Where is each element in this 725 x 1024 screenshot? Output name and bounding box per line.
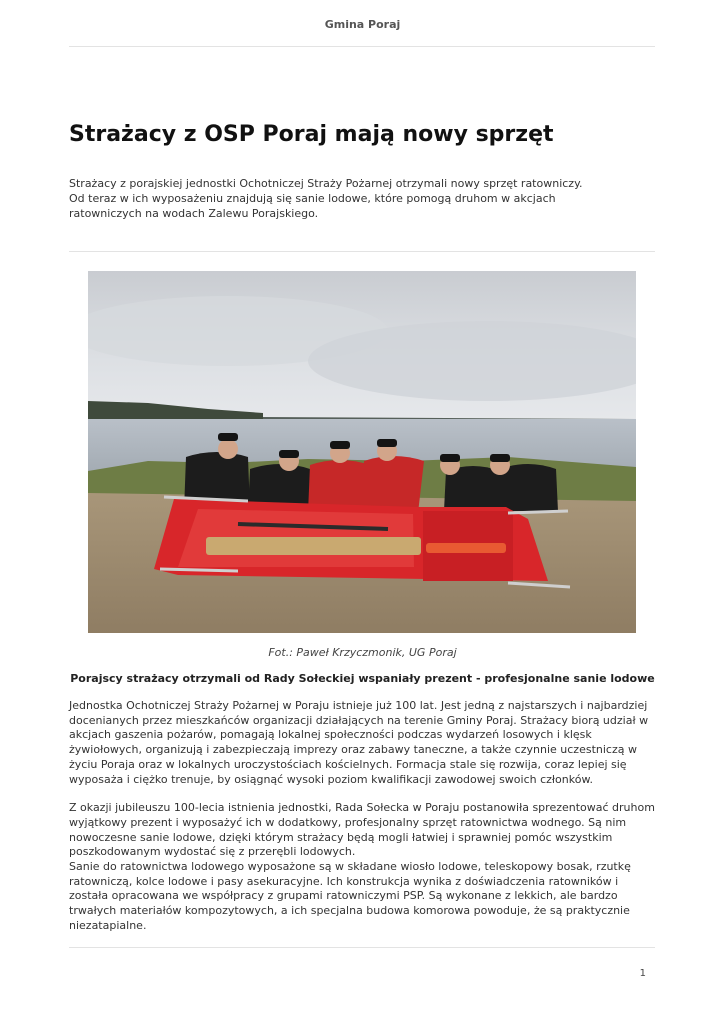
article-subheading: Porajscy strażacy otrzymali od Rady Sołeckiej wspaniały prezent - profesjonalne sanie lodowe <box>70 672 655 685</box>
body-paragraph: Jednostka Ochotniczej Straży Pożarnej w Poraju istnieje już 100 lat. Jest jedną z najstarszych i najbardziej docenianych przez mieszkańców organizacji działających na terenie Gminy Poraj. Strażacy biorą udział w akcjach gaszenia pożarów, pomagają lokalnej społeczności podczas wydarzeń losowych i klęsk żywiołowych, organizują i zabezpieczają imprezy oraz zabawy taneczne, a także czynnie uczestniczą w życiu Poraja oraz w lokalnych uroczystościach kościelnych. Formacja stale się rozwija, coraz lepiej się wyposaża i ciężko trenuje, by osiągnąć wysoki poziom kwalifikacji zawodowej swoich członków. <box>69 699 649 786</box>
article-lead: Strażacy z porajskiej jednostki Ochotniczej Straży Pożarnej otrzymali nowy sprzęt ratowniczy. Od teraz w ich wyposażeniu znajdują się sanie lodowe, które pomogą druhom w akcjach ratowniczych na wodach Zalewu Porajskiego. <box>69 177 583 220</box>
footer-divider <box>69 947 655 948</box>
site-header: Gmina Poraj <box>324 18 401 31</box>
firefighters-ice-sled-photo <box>88 271 636 633</box>
article-body <box>69 699 659 934</box>
article-photo <box>88 271 636 633</box>
article-title: Strażacy z OSP Poraj mają nowy sprzęt <box>69 122 554 147</box>
header-divider <box>69 46 655 47</box>
photo-caption: Fot.: Paweł Krzyczmonik, UG Poraj <box>268 646 457 659</box>
lead-divider <box>69 251 655 252</box>
page-number: 1 <box>639 968 646 979</box>
body-paragraph: Sanie do ratownictwa lodowego wyposażone są w składane wiosło lodowe, teleskopowy bosak, rzutkę ratowniczą, kolce lodowe i pasy asekuracyjne. Ich konstrukcja wynika z doświadczenia ratowników i została opracowana we współpracy z grupami ratowniczymi PSP. Są wykonane z lekkich, ale bardzo trwałych materiałów kompozytowych, a ich specjalna budowa komorowa powoduje, że są praktycznie niezatapialne. <box>69 860 631 932</box>
body-paragraph: Z okazji jubileuszu 100-lecia istnienia jednostki, Rada Sołecka w Poraju postanowiła sprezentować druhom wyjątkowy prezent i wyposażyć ich w dodatkowy, profesjonalny sprzęt ratownictwa wodnego. Są nim nowoczesne sanie lodowe, dzięki którym strażacy będą mogli łatwiej i sprawniej pomóc wszystkim poszkodowanym wydostać się z przerębli lodowych. <box>69 801 655 859</box>
ice-sled <box>154 497 570 587</box>
